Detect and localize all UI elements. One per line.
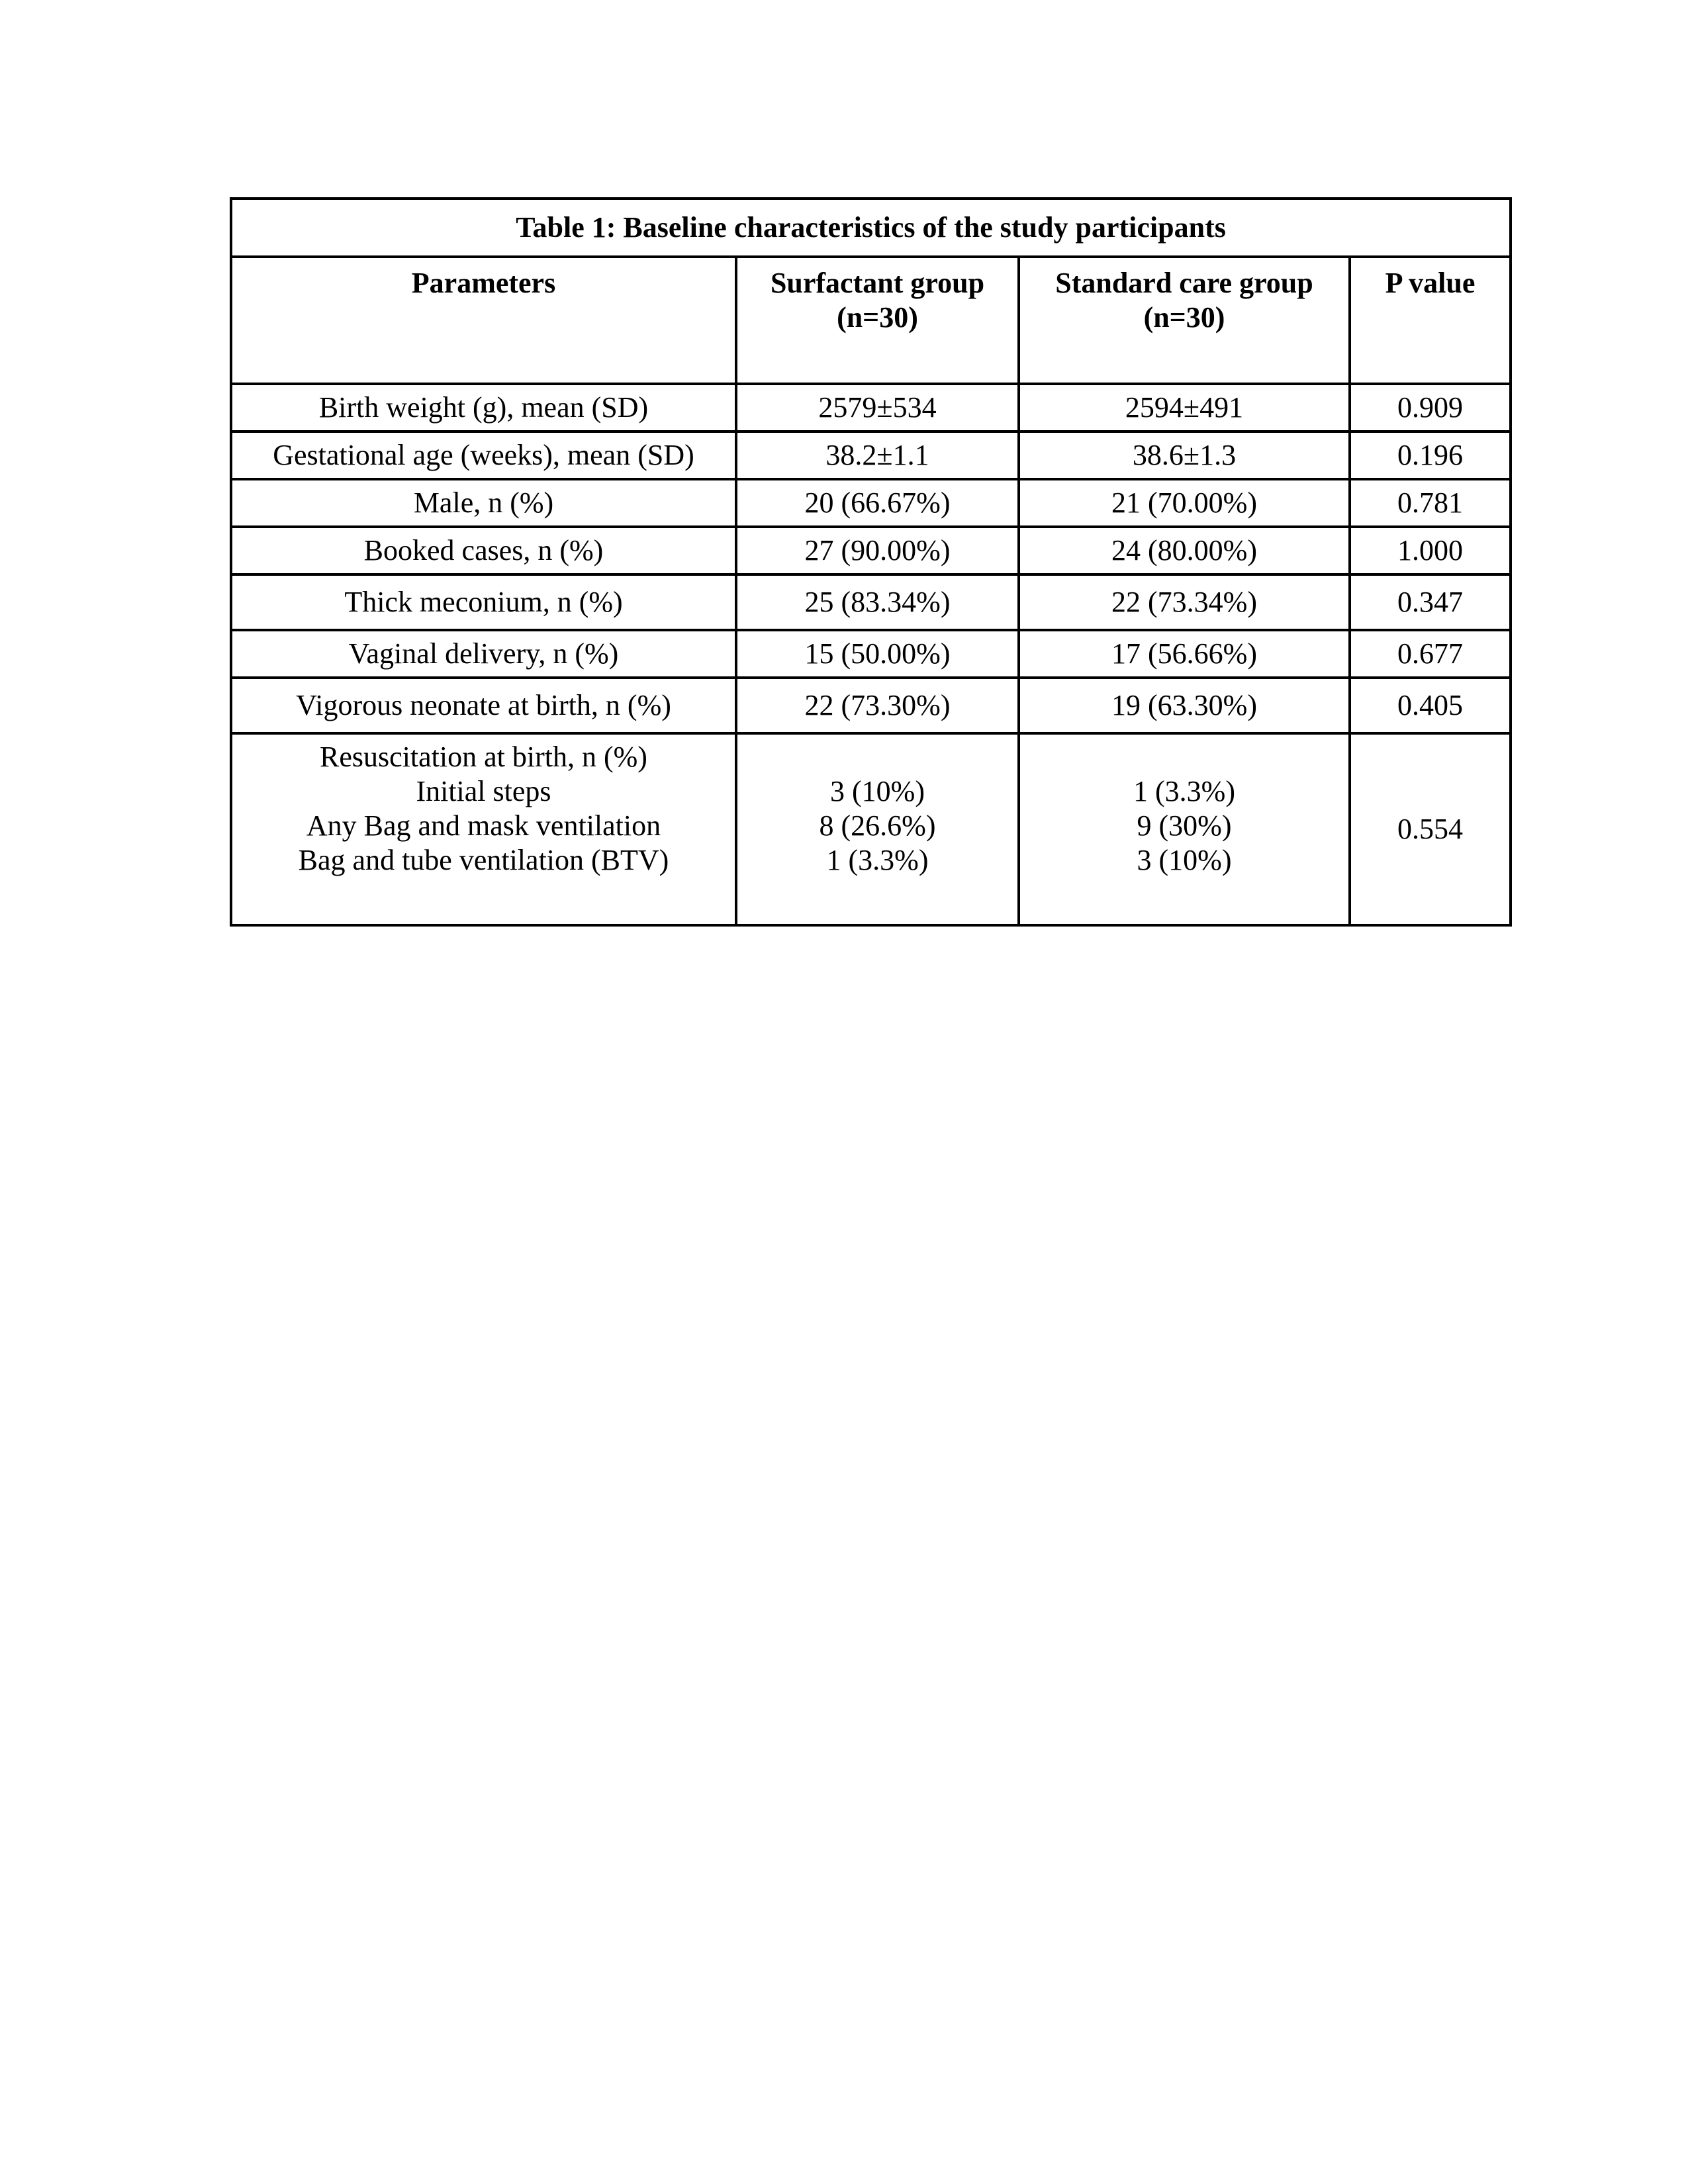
- row-surfactant-value: 38.2±1.1: [736, 432, 1019, 479]
- row-standard-value: 21 (70.00%): [1019, 479, 1350, 527]
- resuscitation-standard-value: 1 (3.3%): [1133, 775, 1235, 807]
- row-parameter: Gestational age (weeks), mean (SD): [231, 432, 736, 479]
- row-parameter: Booked cases, n (%): [231, 527, 736, 574]
- table-row: [231, 630, 1511, 678]
- row-standard-value: 2594±491: [1019, 384, 1350, 432]
- row-surfactant-value: 15 (50.00%): [736, 630, 1019, 678]
- header-surfactant-group: [736, 257, 1019, 384]
- row-surfactant-value: 25 (83.34%): [736, 574, 1019, 630]
- resuscitation-surfactant-value: 3 (10%): [830, 775, 925, 807]
- resuscitation-standard-value: 9 (30%): [1137, 809, 1232, 842]
- resuscitation-p-value: 0.554: [1350, 733, 1511, 925]
- resuscitation-parameters: [231, 733, 736, 925]
- row-standard-value: 24 (80.00%): [1019, 527, 1350, 574]
- table-row: [231, 384, 1511, 432]
- row-parameter: Male, n (%): [231, 479, 736, 527]
- row-p-value: 0.347: [1350, 574, 1511, 630]
- row-parameter: Vaginal delivery, n (%): [231, 630, 736, 678]
- table-row: [231, 574, 1511, 630]
- header-parameters: [231, 257, 736, 384]
- table-row: [231, 678, 1511, 733]
- resuscitation-item-label: Initial steps: [416, 775, 551, 807]
- row-parameter: Vigorous neonate at birth, n (%): [231, 678, 736, 733]
- header-standard-label: Standard care group: [1055, 267, 1313, 299]
- row-parameter: Birth weight (g), mean (SD): [231, 384, 736, 432]
- row-standard-value: 22 (73.34%): [1019, 574, 1350, 630]
- table-title: Table 1: Baseline characteristics of the study participants: [231, 199, 1511, 257]
- table-row: [231, 527, 1511, 574]
- row-standard-value: 38.6±1.3: [1019, 432, 1350, 479]
- table-row: [231, 479, 1511, 527]
- resuscitation-item-label: Any Bag and mask ventilation: [306, 809, 661, 842]
- row-standard-value: 19 (63.30%): [1019, 678, 1350, 733]
- table-header-row: [231, 257, 1511, 384]
- row-standard-value: 17 (56.66%): [1019, 630, 1350, 678]
- baseline-characteristics-table: [230, 197, 1512, 927]
- row-p-value: 0.909: [1350, 384, 1511, 432]
- row-surfactant-value: 22 (73.30%): [736, 678, 1019, 733]
- row-p-value: 0.196: [1350, 432, 1511, 479]
- resuscitation-standard-value: 3 (10%): [1137, 844, 1232, 876]
- resuscitation-surfactant-value: 1 (3.3%): [826, 844, 929, 876]
- resuscitation-heading: Resuscitation at birth, n (%): [320, 741, 647, 773]
- row-surfactant-value: 2579±534: [736, 384, 1019, 432]
- spacer: [1020, 740, 1348, 774]
- row-parameter: Thick meconium, n (%): [231, 574, 736, 630]
- row-p-value: 1.000: [1350, 527, 1511, 574]
- resuscitation-standard-values: [1019, 733, 1350, 925]
- row-surfactant-value: 27 (90.00%): [736, 527, 1019, 574]
- header-surfactant-n: (n=30): [837, 301, 918, 334]
- spacer: [737, 740, 1017, 774]
- header-standard-care-group: [1019, 257, 1350, 384]
- header-parameters-label: Parameters: [411, 267, 556, 299]
- table-title-row: [231, 199, 1511, 257]
- row-p-value: 0.677: [1350, 630, 1511, 678]
- row-p-value: 0.405: [1350, 678, 1511, 733]
- table-row: [231, 432, 1511, 479]
- resuscitation-row: [231, 733, 1511, 925]
- resuscitation-item-label: Bag and tube ventilation (BTV): [298, 844, 669, 876]
- header-standard-n: (n=30): [1143, 301, 1225, 334]
- header-surfactant-label: Surfactant group: [770, 267, 985, 299]
- row-p-value: 0.781: [1350, 479, 1511, 527]
- resuscitation-surfactant-value: 8 (26.6%): [819, 809, 936, 842]
- row-surfactant-value: 20 (66.67%): [736, 479, 1019, 527]
- header-pvalue-label: P value: [1385, 267, 1476, 299]
- header-p-value: [1350, 257, 1511, 384]
- resuscitation-surfactant-values: [736, 733, 1019, 925]
